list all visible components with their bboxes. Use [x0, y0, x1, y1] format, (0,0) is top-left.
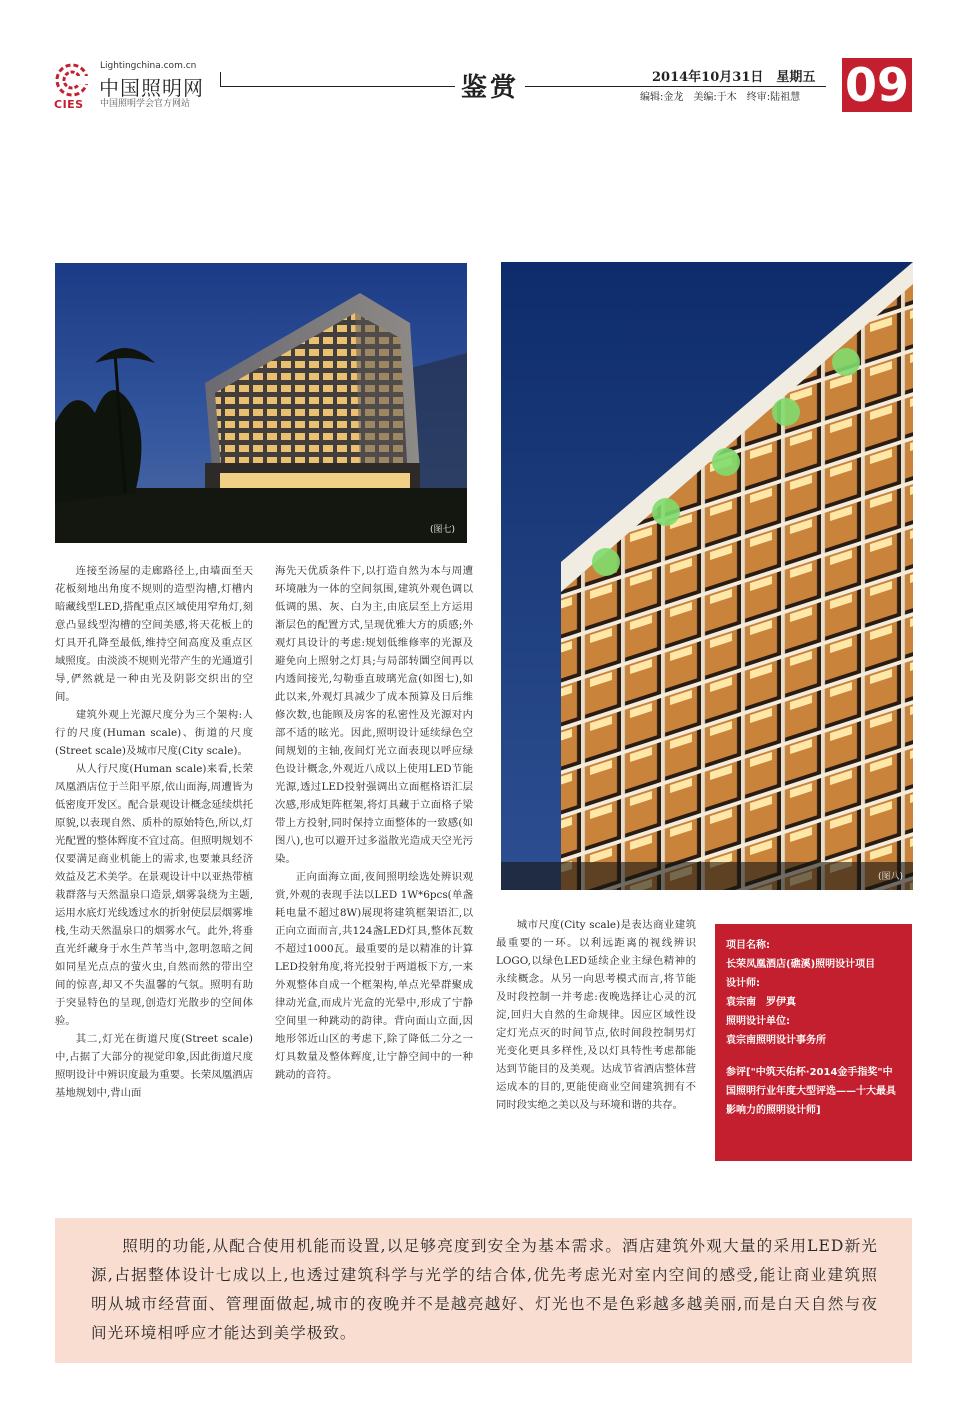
paragraph: 从人行尺度(Human scale)来看,长荣凤凰酒店位于兰阳平原,依山面海,周遭皆为低密度开发区。配合景观设计概念延续烘托原貌,以表现自然、质朴的原始特色,所以,灯光配置的整体辉度不宜过高。但照明规划不仅要满足商业机能上的需求,也要兼具经济效益及艺术美学。在景观设计中以亚热带植栽群落与天然温泉口造景,烟雾袅绕为主题,运用水底灯光线透过水的折射使层层烟雾堆栈,生动天然温泉口的烟雾水气。此外,将垂直光纤藏身于水生芦苇当中,忽明忽暗之间如同星光点点的萤火虫,自然而然的带出空间的惊喜,却又不失温馨的气氛。照明有助于突显特色的呈现,创造灯光散步的空间体验。 [55, 763, 253, 1027]
site-name: 中国照明网 [99, 76, 204, 100]
hotel-night-photo-fig7 [55, 263, 467, 543]
page-number: 09 [842, 58, 912, 112]
project-name-label: 项目名称: [726, 940, 770, 951]
paragraph: 海先天优质条件下,以打造自然为本与周遭环境融为一体的空间氛围,建筑外观色调以低调的黑、灰、白为主,由底层至上方运用渐层色的配置方式,呈现优雅大方的质感;外观灯具设计的考虑:规划低维修率的光源及避免向上照射之灯具;与局部转圜空间再以内透间接光,勾勒垂直玻璃光盒(如图七),如此以来,外观灯具减少了成本预算及日后维修次数,也能顾及房客的私密性及光源对内部不适的眩光。因此,照明设计延续绿色空间规划的主轴,夜间灯光立面表现以呼应绿色设计概念,外观近八成以上使用LED节能光源,透过LED投射强调出立面框格语汇层次感,形成矩阵框架,将灯具藏于立面格子梁带上方投射,同时保持立面整体的一致感(如图八),也可以避开过多溢散光造成天空光污染。 [275, 565, 473, 865]
hotel-facade-photo-fig8 [501, 262, 913, 890]
design-unit-value: 袁宗南照明设计事务所 [726, 1035, 826, 1046]
paragraph: 建筑外观上光源尺度分为三个架构:人行的尺度(Human scale)、街道的尺度(Street scale)及城市尺度(City scale)。 [55, 709, 253, 757]
project-info-box [715, 924, 912, 1161]
designer-value: 袁宗南 罗伊真 [726, 997, 796, 1008]
editor-credits: 编辑:金龙 美编:于木 终审:陆祖慧 [640, 92, 801, 103]
header-divider-tick [220, 72, 221, 87]
logo-cies-text: CIES [54, 98, 84, 111]
article-column-3 [496, 916, 696, 1114]
paragraph: 城市尺度(City scale)是表达商业建筑最重要的一环。以利远距离的视线辨识LOGO,以绿色LED延续企业主绿色精神的永续概念。从另一向思考模式而言,将节能及时段控制一并考虑:夜晚选择让心灵的沉淀,回归大自然的生命规律。因应区域性设定灯光点灭的时间节点,依时间段控制男灯光变化更具多样性,及以灯具特性考虑都能达到节能目的及美观。达成节省酒店整体营运成本的目的,更能使商业空间建筑拥有不同时段实绝之美以及与环境和谐的共存。 [496, 919, 696, 1111]
summary-quote-text: 照明的功能,从配合使用机能而设置,以足够亮度到安全为基本需求。酒店建筑外观大量的采用LED新光源,占据整体设计七成以上,也透过建筑科学与光学的结合体,优先考虑光对室内空间的感受,能让商业建筑照明从城市经营面、管理面做起,城市的夜晚并不是越亮越好、灯光也不是色彩越多越美丽,而是白天自然与夜间光环境相呼应才能达到美学极致。 [91, 1237, 878, 1342]
paragraph: 其二,灯光在街道尺度(Street scale)中,占据了大部分的视觉印象,因此街道尺度照明设计中辨识度最为重要。长荣凤凰酒店基地规划中,背山面 [55, 1033, 253, 1099]
designer-label: 设计师: [726, 978, 760, 989]
design-unit-label: 照明设计单位: [726, 1016, 790, 1027]
figure-caption-fig8: (图八) [877, 872, 903, 882]
site-subtitle: 中国照明学会官方网站 [100, 99, 191, 109]
summary-quote-box [55, 1218, 912, 1363]
figure-caption-fig7: (图七) [429, 525, 455, 535]
paragraph: 连接至汤屋的走廊路径上,由墙面至天花板刻地出角度不规则的造型沟槽,灯槽内暗藏线型LED,搭配重点区域使用窄角灯,刻意凸显线型沟槽的空间美感,将天花板上的灯具开孔降至最低,维持空间高度及重点区域照度。由淡淡不规则光带产生的光通道引导,俨然就是一种由光及阴影交织出的空间。 [55, 565, 253, 703]
issue-date: 2014年10月31日 星期五 [652, 70, 816, 85]
section-title: 鉴赏 [455, 67, 525, 104]
project-name-value: 长荣凤凰酒店(礁溪)照明设计项目 [726, 959, 876, 970]
paragraph: 正向面海立面,夜间照明绘选处辨识观赏,外观的表现手法以LED 1W*6pcs(单盏耗电量不超过8W)展现将建筑框架语汇,以正向立面而言,共124盏LED灯具,整体瓦数不超过1000瓦。最重要的是以精准的计算LED投射角度,将光投射于两道板下方,一来外观整体自成一个框架构,单点光晕群聚成律动光盒,而成片光盒的光晕中,形成了宁静空间里一种跳动的韵律。背向面山立面,因地形邻近山区的考虑下,除了降低二分之一灯具数量及整体辉度,让宁静空间中的一种跳动的音符。 [275, 871, 473, 1081]
site-url[interactable]: Lightingchina.com.cn [100, 61, 197, 71]
cies-logo-icon [54, 62, 90, 98]
article-column-1 [55, 562, 253, 1102]
award-note: 参评["中筑天佑杯·2014金手指奖"中国照明行业年度大型评选——十大最具影响力的照明设计师] [726, 1067, 896, 1116]
article-column-2 [275, 562, 473, 1084]
